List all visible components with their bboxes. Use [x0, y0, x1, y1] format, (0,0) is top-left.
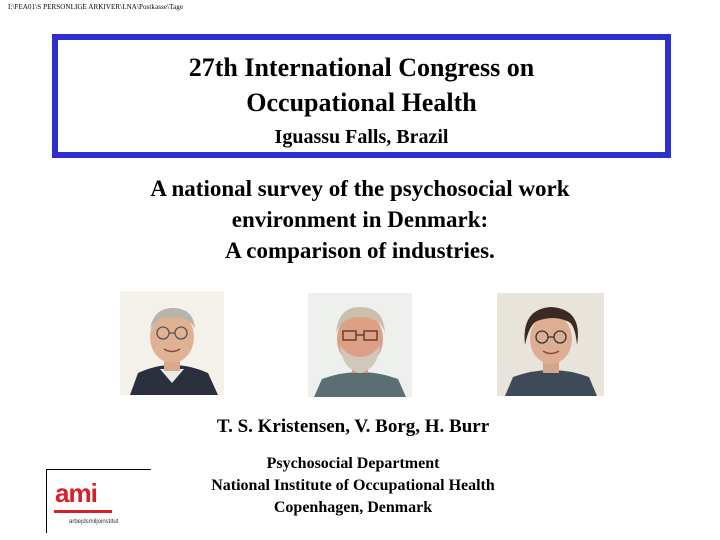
file-path-header: I:\FEA01\S PERSONLIGE ARKIVER\LNA\Postkasse\Tage	[8, 3, 184, 11]
affiliation-city: Copenhagen, Denmark	[273, 499, 433, 516]
affiliation	[190, 453, 516, 519]
affiliation-institute: National Institute of Occupational Health	[211, 477, 495, 494]
logo-underline	[54, 510, 112, 513]
survey-title-line-1: A national survey of the psychosocial work	[150, 176, 570, 201]
authors: T. S. Kristensen, V. Borg, H. Burr	[216, 416, 490, 437]
author-photo-3	[497, 293, 604, 396]
author-photo-2	[308, 293, 412, 397]
survey-title	[0, 173, 720, 266]
ami-logo	[46, 469, 151, 533]
survey-title-line-3: A comparison of industries.	[225, 238, 495, 263]
survey-title-line-2: environment in Denmark:	[231, 207, 489, 232]
author-photo-1	[120, 291, 224, 395]
congress-title-line-2: Occupational Health	[246, 88, 477, 117]
logo-subtext: arbejdsmiljoinstitut	[69, 519, 119, 525]
congress-title-line-1: 27th International Congress on	[188, 53, 535, 82]
logo-text: ami	[55, 478, 97, 508]
congress-location: Iguassu Falls, Brazil	[274, 126, 449, 148]
affiliation-department: Psychosocial Department	[266, 455, 440, 472]
congress-title-box	[52, 34, 671, 158]
